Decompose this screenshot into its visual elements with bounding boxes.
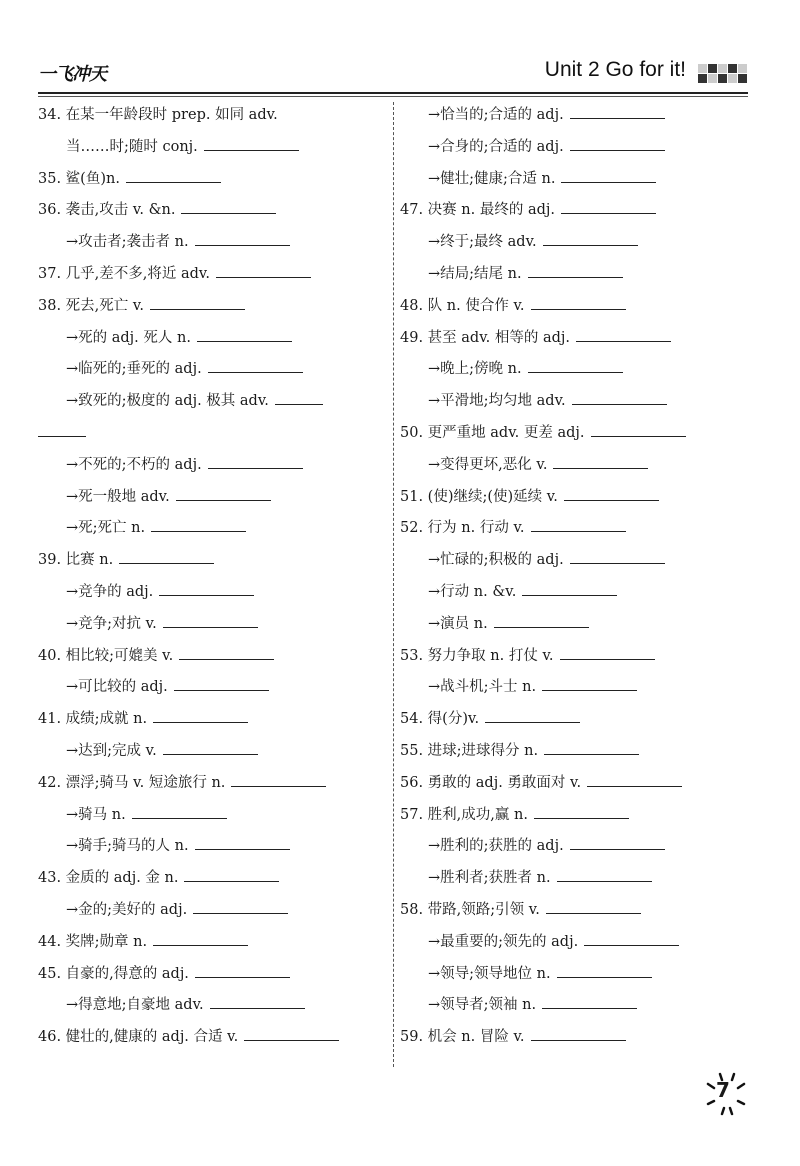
vocab-prompt: →致死的;极度的 adj. 极其 adv.	[66, 393, 269, 410]
vocab-prompt: →结局;结尾 n.	[428, 265, 522, 282]
vocab-prompt: 38. 死去,死亡 v.	[38, 297, 144, 314]
vocab-entry	[400, 354, 730, 386]
answer-blank[interactable]	[542, 1007, 637, 1009]
vocab-entry	[38, 990, 390, 1022]
vocab-prompt: →骑马 n.	[66, 806, 126, 823]
vocab-prompt: 42. 漂浮;骑马 v. 短途旅行 n.	[38, 774, 226, 791]
answer-blank[interactable]	[570, 562, 665, 564]
answer-blank[interactable]	[151, 530, 246, 532]
vocab-entry	[38, 672, 390, 704]
answer-blank[interactable]	[275, 403, 323, 405]
answer-blank[interactable]	[231, 785, 326, 787]
answer-blank[interactable]	[534, 817, 629, 819]
answer-blank[interactable]	[546, 912, 641, 914]
vocab-entry	[400, 100, 730, 132]
vocab-prompt: 48. 队 n. 使合作 v.	[400, 297, 525, 314]
vocab-prompt: 46. 健壮的,健康的 adj. 合适 v.	[38, 1029, 239, 1046]
answer-blank[interactable]	[208, 467, 303, 469]
header-rule-thin	[38, 96, 748, 97]
answer-blank[interactable]	[543, 244, 638, 246]
vocab-prompt: 44. 奖牌;勋章 n.	[38, 933, 148, 950]
vocab-prompt: →达到;完成 v.	[66, 742, 157, 759]
answer-blank[interactable]	[163, 753, 258, 755]
answer-blank[interactable]	[528, 371, 623, 373]
vocab-prompt: 39. 比赛 n.	[38, 552, 114, 569]
vocab-entry	[38, 800, 390, 832]
vocab-prompt: →平滑地;均匀地 adv.	[428, 393, 566, 410]
vocab-entry	[400, 800, 730, 832]
vocab-prompt: →可比较的 adj.	[66, 679, 168, 696]
vocab-entry	[38, 768, 390, 800]
vocab-entry	[38, 227, 390, 259]
answer-blank[interactable]	[531, 530, 626, 532]
vocab-prompt: 50. 更严重地 adv. 更差 adj.	[400, 424, 585, 441]
vocab-prompt: →恰当的;合适的 adj.	[428, 107, 564, 123]
answer-blank[interactable]	[181, 212, 276, 214]
vocab-prompt: →死;死亡 n.	[66, 520, 146, 537]
vocab-entry	[400, 545, 730, 577]
vocab-entry	[400, 704, 730, 736]
answer-blank[interactable]	[119, 562, 214, 564]
vocab-prompt: →得意地;自豪地 adv.	[66, 997, 204, 1014]
brand-logo: 一飞冲天	[38, 64, 106, 85]
vocab-entry	[38, 195, 390, 227]
vocab-entry	[38, 164, 390, 196]
vocab-entry	[400, 990, 730, 1022]
answer-blank[interactable]	[210, 1007, 305, 1009]
vocab-entry	[38, 577, 390, 609]
vocab-entry	[38, 386, 390, 418]
vocab-prompt: 35. 鲨(鱼)n.	[38, 170, 120, 187]
answer-blank[interactable]	[531, 1039, 626, 1041]
vocab-prompt: 51. (使)继续;(使)延续 v.	[400, 488, 558, 505]
page-number: 7	[716, 1078, 730, 1102]
vocab-prompt: 45. 自豪的,得意的 adj.	[38, 965, 189, 982]
vocab-entry	[400, 1022, 730, 1054]
vocab-prompt: 40. 相比较;可媲美 v.	[38, 647, 174, 664]
answer-blank[interactable]	[561, 212, 656, 214]
vocab-prompt: →胜利者;获胜者 n.	[428, 870, 551, 887]
vocab-prompt: →死一般地 adv.	[66, 488, 170, 505]
right-column	[400, 100, 730, 1054]
vocab-entry	[38, 100, 390, 132]
column-divider	[393, 102, 394, 1067]
answer-blank[interactable]	[560, 658, 655, 660]
answer-blank[interactable]	[38, 435, 86, 437]
answer-blank[interactable]	[570, 848, 665, 850]
vocab-entry	[400, 323, 730, 355]
answer-blank[interactable]	[557, 976, 652, 978]
answer-blank[interactable]	[557, 880, 652, 882]
vocab-entry	[38, 545, 390, 577]
vocab-entry	[38, 482, 390, 514]
answer-blank[interactable]	[132, 817, 227, 819]
answer-blank[interactable]	[204, 149, 299, 151]
answer-blank[interactable]	[570, 117, 665, 119]
vocab-entry	[38, 354, 390, 386]
vocab-prompt: →竞争;对抗 v.	[66, 615, 157, 632]
vocab-entry	[38, 132, 390, 164]
vocab-entry	[400, 831, 730, 863]
answer-blank[interactable]	[591, 435, 686, 437]
vocab-entry	[400, 577, 730, 609]
answer-blank[interactable]	[561, 181, 656, 183]
vocab-entry	[38, 418, 390, 450]
vocab-prompt: →演员 n.	[428, 615, 488, 632]
answer-blank[interactable]	[163, 626, 258, 628]
vocab-prompt: 41. 成绩;成就 n.	[38, 711, 148, 728]
vocab-entry	[400, 959, 730, 991]
vocab-entry	[38, 609, 390, 641]
vocab-prompt: →骑手;骑马的人 n.	[66, 838, 189, 855]
answer-blank[interactable]	[195, 848, 290, 850]
answer-blank[interactable]	[244, 1039, 339, 1041]
vocab-entry	[400, 386, 730, 418]
answer-blank[interactable]	[179, 658, 274, 660]
answer-blank[interactable]	[528, 276, 623, 278]
vocab-entry	[400, 418, 730, 450]
vocab-entry	[400, 863, 730, 895]
vocab-prompt: →变得更坏,恶化 v.	[428, 456, 548, 473]
vocab-entry	[400, 641, 730, 673]
vocab-prompt: →行动 n. &v.	[428, 583, 517, 600]
vocab-prompt: →战斗机;斗士 n.	[428, 679, 537, 696]
vocab-entry	[38, 736, 390, 768]
vocab-prompt: 56. 勇敢的 adj. 勇敢面对 v.	[400, 774, 582, 791]
answer-blank[interactable]	[542, 689, 637, 691]
vocab-prompt: →晚上;傍晚 n.	[428, 361, 522, 378]
vocab-entry	[400, 927, 730, 959]
vocab-prompt: →死的 adj. 死人 n.	[66, 329, 191, 346]
vocab-prompt: 53. 努力争取 n. 打仗 v.	[400, 647, 554, 664]
vocab-prompt: →合身的;合适的 adj.	[428, 138, 564, 155]
vocab-prompt: 43. 金质的 adj. 金 n.	[38, 870, 179, 887]
answer-blank[interactable]	[564, 499, 659, 501]
vocab-prompt: →竞争的 adj.	[66, 583, 154, 600]
answer-blank[interactable]	[572, 403, 667, 405]
answer-blank[interactable]	[153, 944, 248, 946]
vocab-entry	[400, 450, 730, 482]
vocab-entry	[400, 768, 730, 800]
answer-blank[interactable]	[159, 594, 254, 596]
answer-blank[interactable]	[150, 308, 245, 310]
answer-blank[interactable]	[126, 181, 221, 183]
vocab-entry	[38, 323, 390, 355]
vocab-entry	[400, 672, 730, 704]
left-column	[38, 100, 390, 1054]
vocab-prompt: →胜利的;获胜的 adj.	[428, 838, 564, 855]
vocab-entry	[38, 259, 390, 291]
vocab-entry	[400, 609, 730, 641]
vocab-prompt: →攻击者;袭击者 n.	[66, 234, 189, 251]
vocab-prompt: 37. 几乎,差不多,将近 adv.	[38, 265, 211, 282]
vocab-prompt: 57. 胜利,成功,赢 n.	[400, 806, 528, 823]
vocab-entry	[400, 132, 730, 164]
answer-blank[interactable]	[531, 308, 626, 310]
vocab-prompt: 58. 带路,领路;引领 v.	[400, 901, 540, 918]
vocab-entry	[38, 959, 390, 991]
answer-blank[interactable]	[216, 276, 311, 278]
vocab-prompt: 54. 得(分)v.	[400, 711, 480, 728]
answer-blank[interactable]	[176, 499, 271, 501]
answer-blank[interactable]	[522, 594, 617, 596]
vocab-entry	[38, 1022, 390, 1054]
unit-title: Unit 2 Go for it!	[544, 58, 686, 81]
vocab-prompt: 47. 决赛 n. 最终的 adj.	[400, 202, 555, 219]
vocab-prompt: →不死的;不朽的 adj.	[66, 456, 202, 473]
answer-blank[interactable]	[570, 149, 665, 151]
vocab-prompt: →忙碌的;积极的 adj.	[428, 552, 564, 569]
vocab-entry	[38, 450, 390, 482]
vocab-entry	[38, 927, 390, 959]
vocab-prompt: →领导者;领袖 n.	[428, 997, 537, 1014]
vocab-prompt: 49. 甚至 adv. 相等的 adj.	[400, 329, 571, 346]
vocab-entry	[400, 291, 730, 323]
answer-blank[interactable]	[584, 944, 679, 946]
answer-blank[interactable]	[208, 371, 303, 373]
answer-blank[interactable]	[184, 880, 279, 882]
vocab-entry	[400, 895, 730, 927]
vocab-entry	[38, 863, 390, 895]
answer-blank[interactable]	[576, 340, 671, 342]
answer-blank[interactable]	[195, 244, 290, 246]
answer-blank[interactable]	[153, 721, 248, 723]
vocab-entry	[38, 513, 390, 545]
vocab-entry	[400, 195, 730, 227]
answer-blank[interactable]	[174, 689, 269, 691]
page-header	[38, 58, 748, 94]
vocab-prompt: 当……时;随时 conj.	[66, 138, 198, 155]
checker-squares-icon	[698, 64, 748, 90]
vocab-prompt: 59. 机会 n. 冒险 v.	[400, 1029, 525, 1046]
vocab-prompt: 52. 行为 n. 行动 v.	[400, 520, 525, 537]
answer-blank[interactable]	[193, 912, 288, 914]
vocab-entry	[38, 641, 390, 673]
vocab-entry	[400, 482, 730, 514]
vocab-prompt: 36. 袭击,攻击 v. &n.	[38, 202, 176, 219]
vocab-prompt: 34. 在某一年龄段时 prep. 如同 adv.	[38, 107, 278, 123]
vocab-entry	[38, 291, 390, 323]
answer-blank[interactable]	[494, 626, 589, 628]
vocab-entry	[400, 227, 730, 259]
vocab-prompt: →最重要的;领先的 adj.	[428, 933, 579, 950]
header-rule	[38, 92, 748, 94]
vocab-entry	[400, 513, 730, 545]
answer-blank[interactable]	[485, 721, 580, 723]
vocab-entry	[38, 895, 390, 927]
answer-blank[interactable]	[197, 340, 292, 342]
vocab-prompt: →健壮;健康;合适 n.	[428, 170, 556, 187]
vocab-entry	[400, 164, 730, 196]
vocab-prompt: →临死的;垂死的 adj.	[66, 361, 202, 378]
vocab-prompt: →领导;领导地位 n.	[428, 965, 551, 982]
vocab-prompt: 55. 进球;进球得分 n.	[400, 742, 539, 759]
answer-blank[interactable]	[553, 467, 648, 469]
answer-blank[interactable]	[195, 976, 290, 978]
vocab-entry	[400, 259, 730, 291]
vocab-entry	[400, 736, 730, 768]
vocab-prompt: →终于;最终 adv.	[428, 234, 537, 251]
vocab-prompt: →金的;美好的 adj.	[66, 901, 188, 918]
answer-blank[interactable]	[544, 753, 639, 755]
vocab-entry	[38, 704, 390, 736]
answer-blank[interactable]	[587, 785, 682, 787]
vocab-entry	[38, 831, 390, 863]
